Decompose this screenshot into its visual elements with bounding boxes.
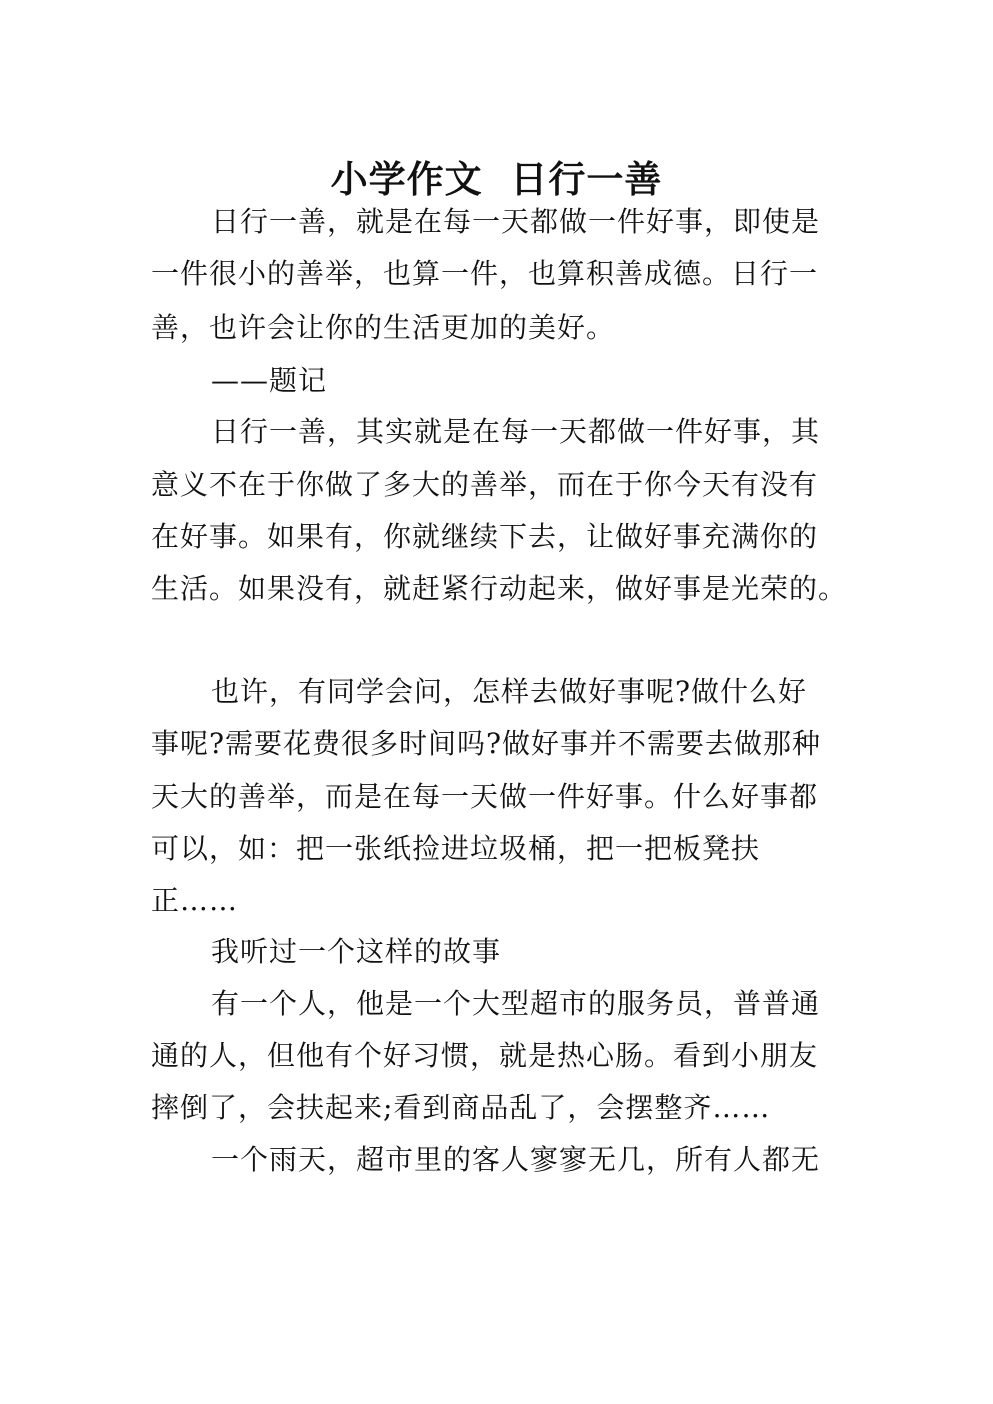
- paragraph-line: 一件很小的善举，也算一件，也算积善成德。日行一: [151, 257, 819, 290]
- paragraph-line: 意义不在于你做了多大的善举，而在于你今天有没有: [151, 468, 819, 501]
- paragraph-line: 通的人，但他有个好习惯，就是热心肠。看到小朋友: [151, 1039, 819, 1072]
- paragraph-line: 事呢?需要花费很多时间吗?做好事并不需要去做那种: [151, 727, 822, 760]
- paragraph-line: 有一个人，他是一个大型超市的服务员，普普通: [211, 987, 821, 1020]
- paragraph-line: 生活。如果没有，就赶紧行动起来，做好事是光荣的。: [151, 572, 848, 605]
- essay-title: 小学作文 日行一善: [330, 157, 663, 201]
- paragraph-line: 我听过一个这样的故事: [211, 935, 502, 968]
- paragraph-line: 一个雨天，超市里的客人寥寥无几，所有人都无: [211, 1143, 821, 1176]
- paragraph-line: 善，也许会让你的生活更加的美好。: [151, 311, 616, 344]
- paragraph-line: 在好事。如果有，你就继续下去，让做好事充满你的: [151, 520, 819, 553]
- paragraph-line: 日行一善，就是在每一天都做一件好事，即使是: [211, 205, 821, 238]
- paragraph-line: 正……: [151, 884, 239, 917]
- paragraph-line: 日行一善，其实就是在每一天都做一件好事，其: [211, 415, 821, 448]
- paragraph-line: 也许，有同学会问，怎样去做好事呢?做什么好: [211, 675, 808, 708]
- paragraph-line: 可以，如：把一张纸捡进垃圾桶，把一把板凳扶: [151, 832, 761, 865]
- epigraph-attribution: ——题记: [211, 364, 328, 397]
- paragraph-line: 摔倒了，会扶起来;看到商品乱了，会摆整齐……: [151, 1091, 771, 1124]
- paragraph-line: 天大的善举，而是在每一天做一件好事。什么好事都: [151, 780, 819, 813]
